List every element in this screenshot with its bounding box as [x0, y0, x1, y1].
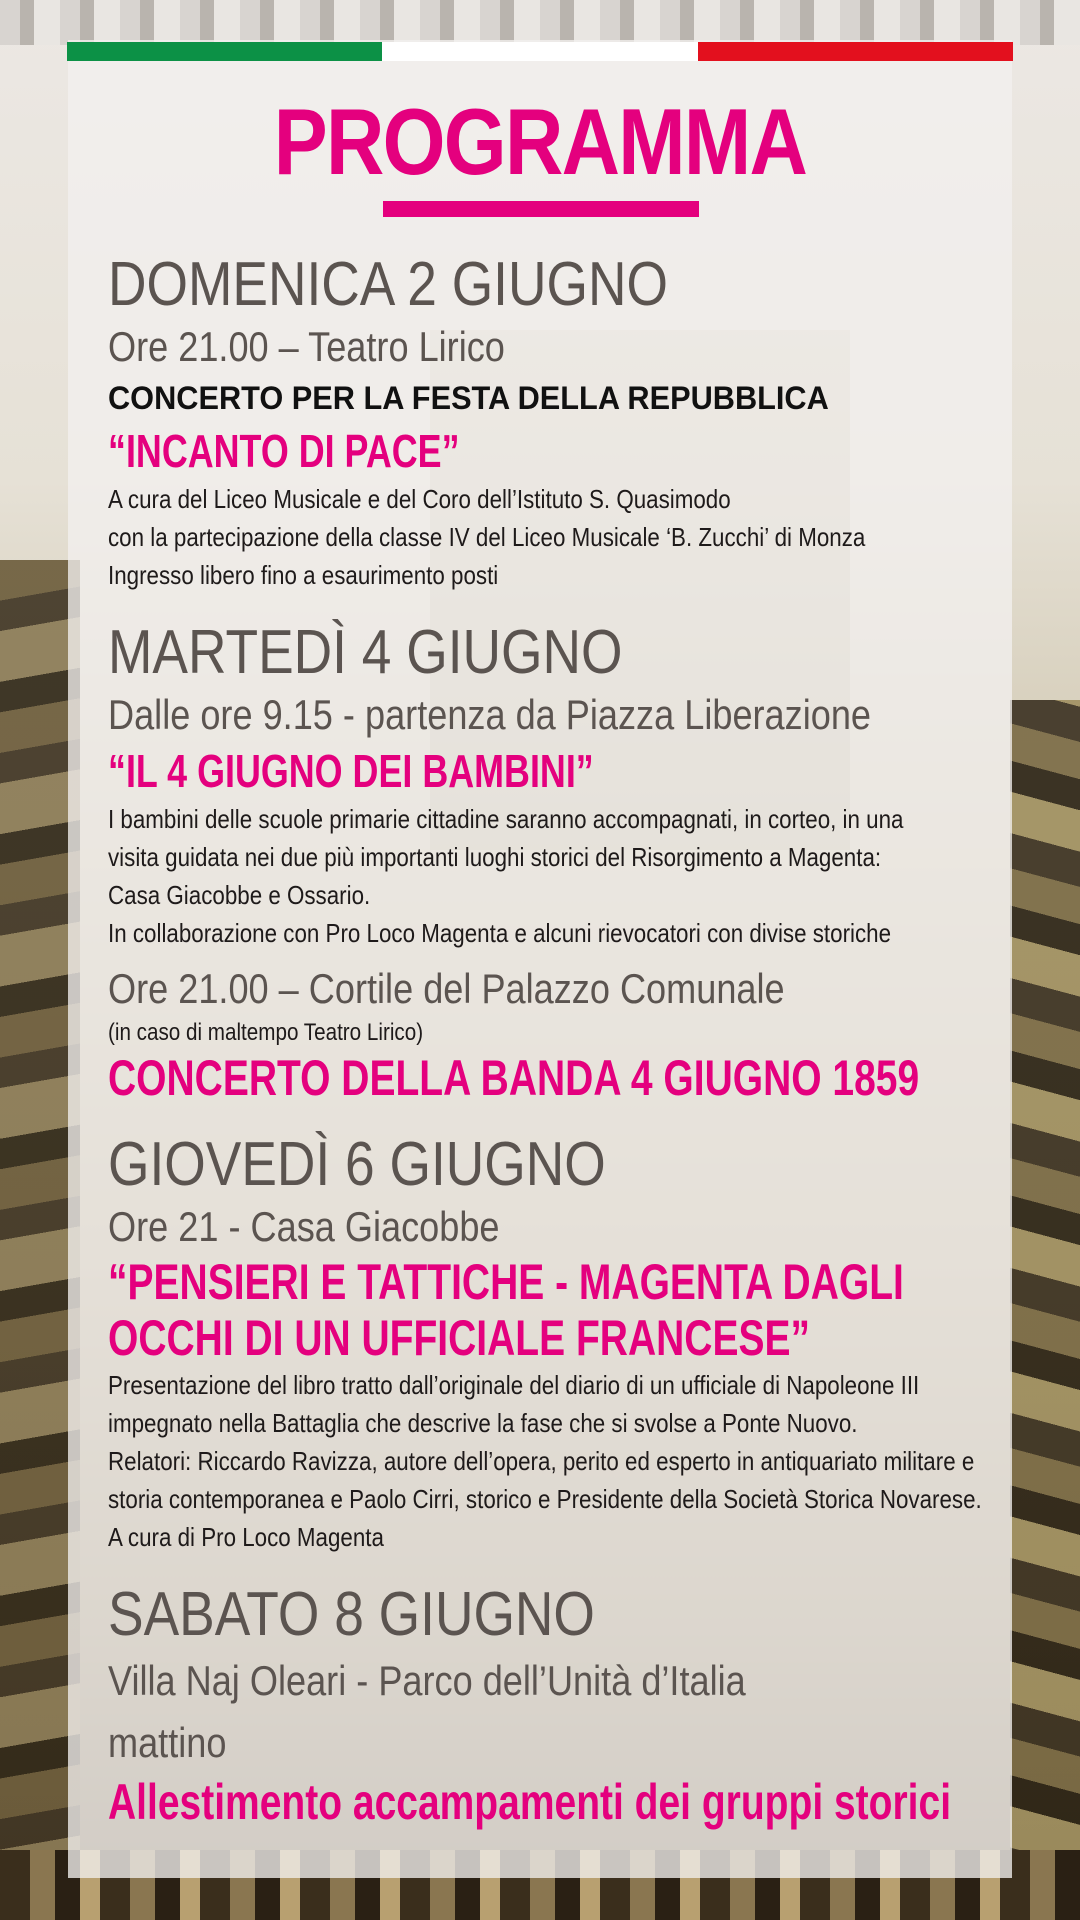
- event-day: MARTEDÌ 4 GIUGNO: [108, 618, 623, 687]
- event-description-line: con la partecipazione della classe IV del Liceo Musicale ‘B. Zucchi’ di Monza: [108, 522, 866, 552]
- title-underline: [383, 201, 699, 217]
- flag-white-band: [382, 42, 697, 61]
- event-name: “INCANTO DI PACE”: [108, 425, 460, 477]
- program-content: [108, 250, 988, 1830]
- background-top-texture: [0, 0, 1080, 45]
- flag-green-band: [67, 42, 382, 61]
- event-description-line: A cura di Pro Loco Magenta: [108, 1522, 384, 1552]
- event-name-evening: CONCERTO DELLA BANDA 4 GIUGNO 1859: [108, 1050, 920, 1106]
- italian-flag-stripe: [67, 42, 1013, 61]
- flag-red-band: [698, 42, 1013, 61]
- event-time-place: Ore 21 - Casa Giacobbe: [108, 1203, 500, 1250]
- event-place: Villa Naj Oleari - Parco dell’Unità d’Italia: [108, 1657, 746, 1704]
- event-saturday: [108, 1580, 988, 1830]
- event-name-line: OCCHI DI UN UFFICIALE FRANCESE”: [108, 1310, 810, 1366]
- event-time-place: Ore 21.00 – Teatro Lirico: [108, 323, 505, 370]
- event-name: “IL 4 GIUGNO DEI BAMBINI”: [108, 745, 594, 797]
- event-name-line: “PENSIERI E TATTICHE - MAGENTA DAGLI: [108, 1254, 904, 1310]
- event-description-line: Relatori: Riccardo Ravizza, autore dell’opera, perito ed esperto in antiquariato militare e: [108, 1446, 975, 1476]
- event-day: GIOVEDÌ 6 GIUGNO: [108, 1130, 606, 1199]
- event-description-line: impegnato nella Battaglia che descrive la fase che si svolse a Ponte Nuovo.: [108, 1408, 858, 1438]
- event-sunday: [108, 250, 988, 594]
- event-name: Allestimento accampamenti dei gruppi storici: [108, 1774, 952, 1830]
- page-title: PROGRAMMA: [273, 89, 807, 194]
- event-tuesday: [108, 618, 988, 1106]
- event-time-of-day: mattino: [108, 1719, 227, 1766]
- event-description-line: A cura del Liceo Musicale e del Coro dell’Istituto S. Quasimodo: [108, 484, 731, 514]
- background-right-trees: [1010, 700, 1080, 1920]
- event-description-line: In collaborazione con Pro Loco Magenta e alcuni rievocatori con divise storiche: [108, 918, 892, 948]
- event-description-line: I bambini delle scuole primarie cittadine saranno accompagnati, in corteo, in una: [108, 804, 904, 834]
- event-thursday: [108, 1130, 988, 1556]
- event-description-line: Casa Giacobbe e Ossario.: [108, 880, 371, 910]
- event-time-place: Dalle ore 9.15 - partenza da Piazza Liberazione: [108, 691, 872, 738]
- event-time-place-evening: Ore 21.00 – Cortile del Palazzo Comunale: [108, 965, 785, 1012]
- event-description-line: Ingresso libero fino a esaurimento posti: [108, 560, 499, 590]
- event-day: SABATO 8 GIUGNO: [108, 1580, 595, 1649]
- event-subtitle: CONCERTO PER LA FESTA DELLA REPUBBLICA: [108, 380, 829, 416]
- event-description-line: Presentazione del libro tratto dall’originale del diario di un ufficiale di Napoleone III: [108, 1370, 920, 1400]
- event-description-line: storia contemporanea e Paolo Cirri, storico e Presidente della Società Storica Novarese.: [108, 1484, 982, 1514]
- event-weather-note: (in caso di maltempo Teatro Lirico): [108, 1019, 424, 1046]
- event-description-line: visita guidata nei due più importanti luoghi storici del Risorgimento a Magenta:: [108, 842, 882, 872]
- event-day: DOMENICA 2 GIUGNO: [108, 250, 668, 319]
